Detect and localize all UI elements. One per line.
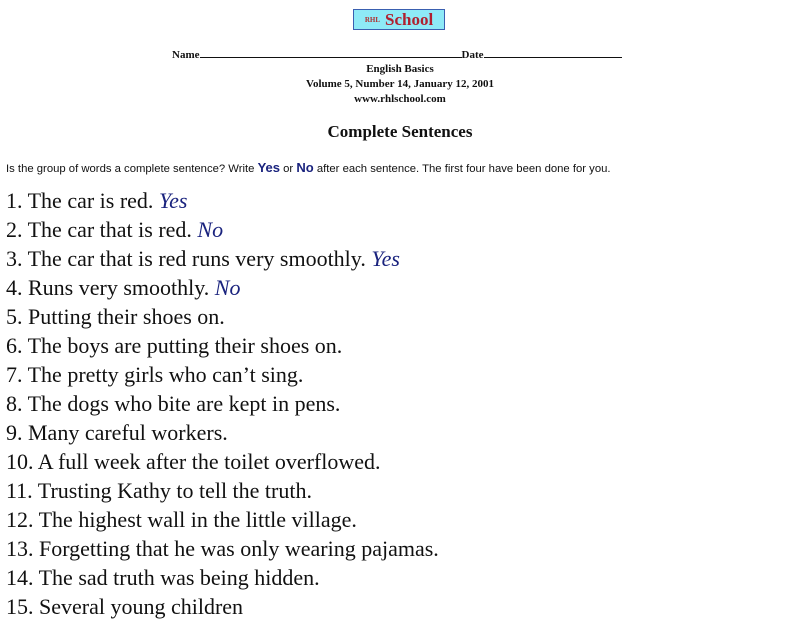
instr-text: after each sentence. The first four have been done for you. bbox=[313, 163, 611, 175]
item-answer: No bbox=[197, 217, 224, 242]
instr-yes: Yes bbox=[257, 160, 281, 175]
item-number: 13. bbox=[6, 536, 34, 561]
list-item bbox=[6, 360, 439, 389]
item-text: The boys are putting their shoes on. bbox=[27, 333, 343, 358]
item-number: 3. bbox=[6, 246, 23, 271]
logo-small-text: RHL bbox=[364, 15, 380, 24]
list-item bbox=[6, 447, 439, 476]
item-number: 6. bbox=[6, 333, 23, 358]
list-item bbox=[6, 389, 439, 418]
issue-info: Volume 5, Number 14, January 12, 2001 bbox=[306, 78, 494, 90]
instructions bbox=[6, 160, 611, 175]
list-item bbox=[6, 505, 439, 534]
list-item bbox=[6, 244, 439, 273]
instr-no: No bbox=[296, 160, 314, 175]
item-text: The car is red. bbox=[27, 188, 154, 213]
page-title: Complete Sentences bbox=[327, 122, 473, 141]
logo-big-text: School bbox=[384, 9, 434, 29]
list-item bbox=[6, 302, 439, 331]
item-answer: No bbox=[214, 275, 241, 300]
item-number: 7. bbox=[6, 362, 23, 387]
name-blank[interactable] bbox=[200, 46, 462, 58]
item-text: Trusting Kathy to tell the truth. bbox=[37, 478, 312, 503]
item-number: 12. bbox=[6, 507, 34, 532]
list-item bbox=[6, 563, 439, 592]
item-answer: Yes bbox=[158, 188, 188, 213]
list-item bbox=[6, 418, 439, 447]
list-item bbox=[6, 186, 439, 215]
list-item bbox=[6, 476, 439, 505]
date-blank[interactable] bbox=[484, 46, 622, 58]
date-label: Date bbox=[461, 49, 484, 61]
item-text: Putting their shoes on. bbox=[28, 304, 225, 329]
item-number: 14. bbox=[6, 565, 34, 590]
name-label: Name bbox=[172, 49, 200, 61]
item-text: The car that is red. bbox=[27, 217, 192, 242]
item-number: 15. bbox=[6, 594, 34, 619]
instr-text: or bbox=[280, 163, 297, 175]
list-item bbox=[6, 592, 439, 621]
item-text: Runs very smoothly. bbox=[28, 275, 210, 300]
item-answer: Yes bbox=[371, 246, 400, 271]
item-number: 4. bbox=[6, 275, 23, 300]
item-text: Forgetting that he was only wearing pajamas. bbox=[39, 536, 439, 561]
item-number: 9. bbox=[6, 420, 23, 445]
item-text: Many careful workers. bbox=[28, 420, 228, 445]
subject: English Basics bbox=[366, 63, 434, 75]
list-item bbox=[6, 331, 439, 360]
item-text: The sad truth was being hidden. bbox=[38, 565, 320, 590]
item-text: The dogs who bite are kept in pens. bbox=[27, 391, 341, 416]
item-text: A full week after the toilet overflowed. bbox=[37, 449, 381, 474]
item-number: 5. bbox=[6, 304, 23, 329]
item-number: 8. bbox=[6, 391, 23, 416]
item-number: 1. bbox=[6, 188, 23, 213]
item-number: 2. bbox=[6, 217, 23, 242]
list-item bbox=[6, 215, 439, 244]
sentence-list bbox=[6, 186, 439, 621]
website: www.rhlschool.com bbox=[354, 93, 446, 105]
list-item bbox=[6, 534, 439, 563]
item-text: The highest wall in the little village. bbox=[38, 507, 357, 532]
item-text: The car that is red runs very smoothly. bbox=[27, 246, 366, 271]
item-text: The pretty girls who can’t sing. bbox=[27, 362, 304, 387]
item-text: Several young children bbox=[39, 594, 244, 619]
list-item bbox=[6, 273, 439, 302]
instr-text: Is the group of words a complete sentence? Write bbox=[6, 163, 258, 175]
name-date-line bbox=[172, 46, 622, 61]
item-number: 10. bbox=[6, 449, 34, 474]
item-number: 11. bbox=[6, 478, 33, 503]
rhl-school-logo bbox=[353, 9, 445, 30]
